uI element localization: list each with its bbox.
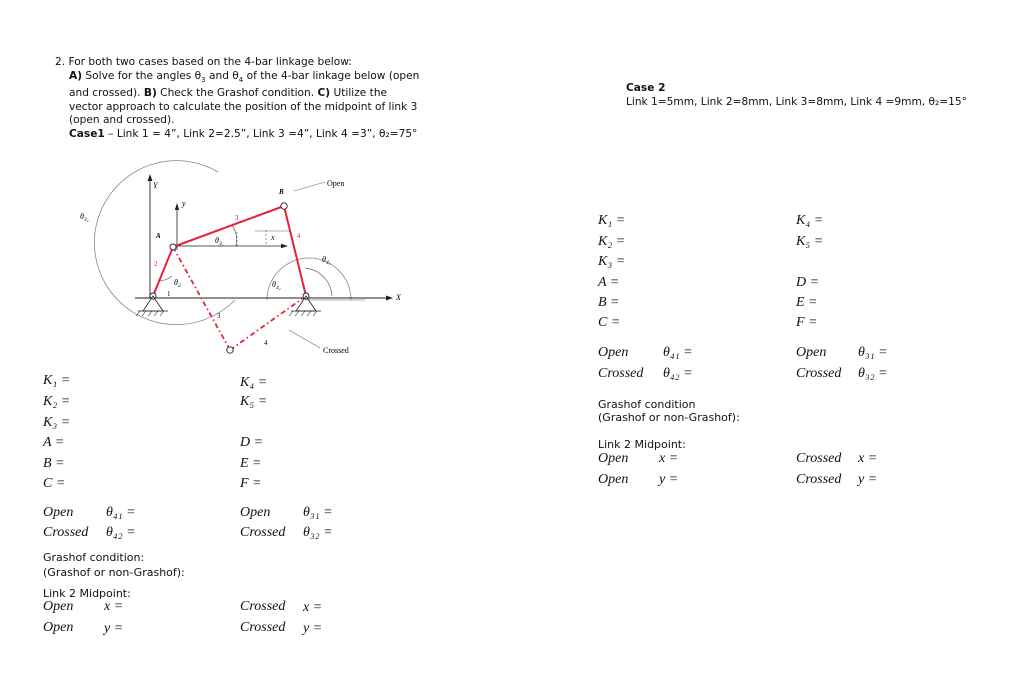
local-x-arrow-icon (281, 244, 288, 248)
case1-theta32: θ₃₂ = (303, 525, 333, 540)
problem-line-3: and crossed). B) Check the Grashof condition. C) Utilize the (69, 87, 388, 99)
theta32-arc (94, 161, 235, 325)
ground-o4-hatch (289, 311, 317, 316)
global-x-arrow-icon (386, 296, 393, 301)
link-1-label: 1 (167, 290, 171, 298)
case2-open-label-2: Open (796, 345, 827, 360)
link4-crossed (230, 296, 306, 350)
case1-theta31: θ₃₁ = (303, 505, 333, 520)
case2-midpoint-label: Link 2 Midpoint: (598, 438, 686, 451)
case1-grashof-label: Grashof condition: (43, 551, 145, 564)
problem-line-2: A) Solve for the angles $\theta_3$ and $\theta_4$ of the 4-bar linkage below (open (69, 70, 420, 85)
problem-line-4: vector approach to calculate the position of the midpoint of link 3 (69, 101, 418, 113)
case2-crossed-y: y = (858, 472, 878, 487)
theta32-label: $\theta_{3_2}$ (80, 212, 89, 223)
link2 (153, 247, 173, 296)
case2-f: F = (796, 315, 818, 330)
case1-open-x: x = (104, 599, 124, 614)
local-y-label: y (182, 199, 186, 208)
global-y-label: Y (153, 181, 158, 190)
problem-line-1: 2. For both two cases based on the 4-bar linkage below: (55, 56, 352, 68)
ground-o2-hatch (136, 311, 164, 316)
crossed-callout-line (289, 330, 320, 348)
four-bar-linkage-diagram (60, 150, 420, 365)
case2-crossed-x-label: Crossed (796, 451, 842, 466)
case1-k4: K₄ = (240, 375, 268, 390)
theta42-label: $\theta_{4_2}$ (272, 280, 281, 291)
case1-c: C = (43, 476, 66, 491)
case1-open-y-label: Open (43, 620, 74, 635)
point-a-label: A (156, 232, 161, 240)
case1-heading: Case1 (69, 128, 105, 140)
case2-k4: K₄ = (796, 213, 824, 228)
case1-midpoint-label: Link 2 Midpoint: (43, 587, 131, 600)
point-b-label: B (279, 188, 284, 196)
case2-c: C = (598, 315, 621, 330)
case2-theta32: θ₃₂ = (858, 366, 888, 381)
case2-crossed-label: Crossed (598, 366, 644, 381)
case1-open-y: y = (104, 621, 124, 636)
case1-crossed-y: y = (303, 621, 323, 636)
case1-k2: K₂ = (43, 394, 71, 409)
case2-e: E = (796, 295, 818, 310)
case1-open-label-2: Open (240, 505, 271, 520)
case2-grashof-label: Grashof condition (598, 398, 696, 411)
local-y-arrow-icon (175, 203, 179, 210)
case2-crossed-label-2: Crossed (796, 366, 842, 381)
case1-k5: K₅ = (240, 394, 268, 409)
theta42-arc (267, 258, 351, 300)
part-a-label: A) (69, 70, 83, 82)
case2-theta41: θ₄₁ = (663, 345, 693, 360)
case2-open-label: Open (598, 345, 629, 360)
case1-k3: K₃ = (43, 415, 71, 430)
pin-a (170, 244, 176, 250)
case1-open-x-label: Open (43, 599, 74, 614)
case1-d: D = (240, 435, 264, 450)
case1-theta41: θ₄₁ = (106, 505, 136, 520)
case1-open-label: Open (43, 505, 74, 520)
theta41-arc (305, 268, 332, 296)
open-callout-line (294, 182, 325, 191)
case2-open-y-label: Open (598, 472, 629, 487)
part-b-label: B) (143, 87, 157, 99)
link-4-label: 4 (297, 232, 301, 240)
case1-a: A = (43, 435, 65, 450)
case1-theta42: θ₄₂ = (106, 525, 136, 540)
link3-crossed (173, 247, 230, 350)
case2-theta42: θ₄₂ = (663, 366, 693, 381)
case1-crossed-label: Crossed (43, 525, 89, 540)
theta2-label: $\theta_2$ (174, 278, 181, 289)
case2-heading: Case 2 (626, 82, 666, 94)
case1-crossed-y-label: Crossed (240, 620, 286, 635)
theta31-arc (232, 225, 237, 246)
global-x-label: X (396, 293, 401, 302)
case1-b: B = (43, 456, 65, 471)
part-c-label: C) (317, 87, 331, 99)
theta31-label: $\theta_{3_1}$ (215, 236, 224, 247)
case1-crossed-x-label: Crossed (240, 599, 286, 614)
crossed-callout-label: Crossed (323, 346, 349, 355)
case2-crossed-x: x = (858, 451, 878, 466)
case2-k3: K₃ = (598, 254, 626, 269)
case2-d: D = (796, 275, 820, 290)
case2-spec: Link 1=5mm, Link 2=8mm, Link 3=8mm, Link 4 =9mm, θ₂=15° (626, 96, 967, 108)
case2-k2: K₂ = (598, 234, 626, 249)
case2-grashof-hint: (Grashof or non-Grashof): (598, 411, 740, 424)
link-3-crossed-label: 3 (217, 312, 221, 320)
link-4-crossed-label: 4 (264, 339, 268, 347)
case2-crossed-y-label: Crossed (796, 472, 842, 487)
case2-a: A = (598, 275, 620, 290)
case1-e: E = (240, 456, 262, 471)
case1-f: F = (240, 476, 262, 491)
case2-open-y: y = (659, 472, 679, 487)
pin-b (281, 203, 287, 209)
case1-grashof-hint: (Grashof or non-Grashof): (43, 566, 185, 579)
theta41-label: $\theta_{4_1}$ (322, 255, 331, 266)
case2-k1: K₁ = (598, 213, 626, 228)
open-callout-label: Open (327, 179, 345, 188)
case2-open-x-label: Open (598, 451, 629, 466)
case1-crossed-x: x = (303, 600, 323, 615)
link3-open (173, 206, 284, 247)
case2-k5: K₅ = (796, 234, 824, 249)
link-2-label: 2 (154, 260, 158, 268)
pin-b-crossed (227, 347, 233, 353)
case2-theta31: θ₃₁ = (858, 345, 888, 360)
case2-b: B = (598, 295, 620, 310)
case1-k1: K₁ = (43, 373, 71, 388)
problem-line-5: (open and crossed). (69, 114, 175, 126)
global-y-arrow-icon (148, 174, 153, 181)
case1-crossed-label-2: Crossed (240, 525, 286, 540)
case1-spec: Case1 – Link 1 = 4”, Link 2=2.5”, Link 3 =4”, Link 4 =3”, θ₂=75° (69, 128, 418, 140)
case2-open-x: x = (659, 451, 679, 466)
link4-open (284, 206, 306, 296)
local-x-label: x (271, 233, 275, 242)
link-3-label: 3 (235, 214, 239, 222)
